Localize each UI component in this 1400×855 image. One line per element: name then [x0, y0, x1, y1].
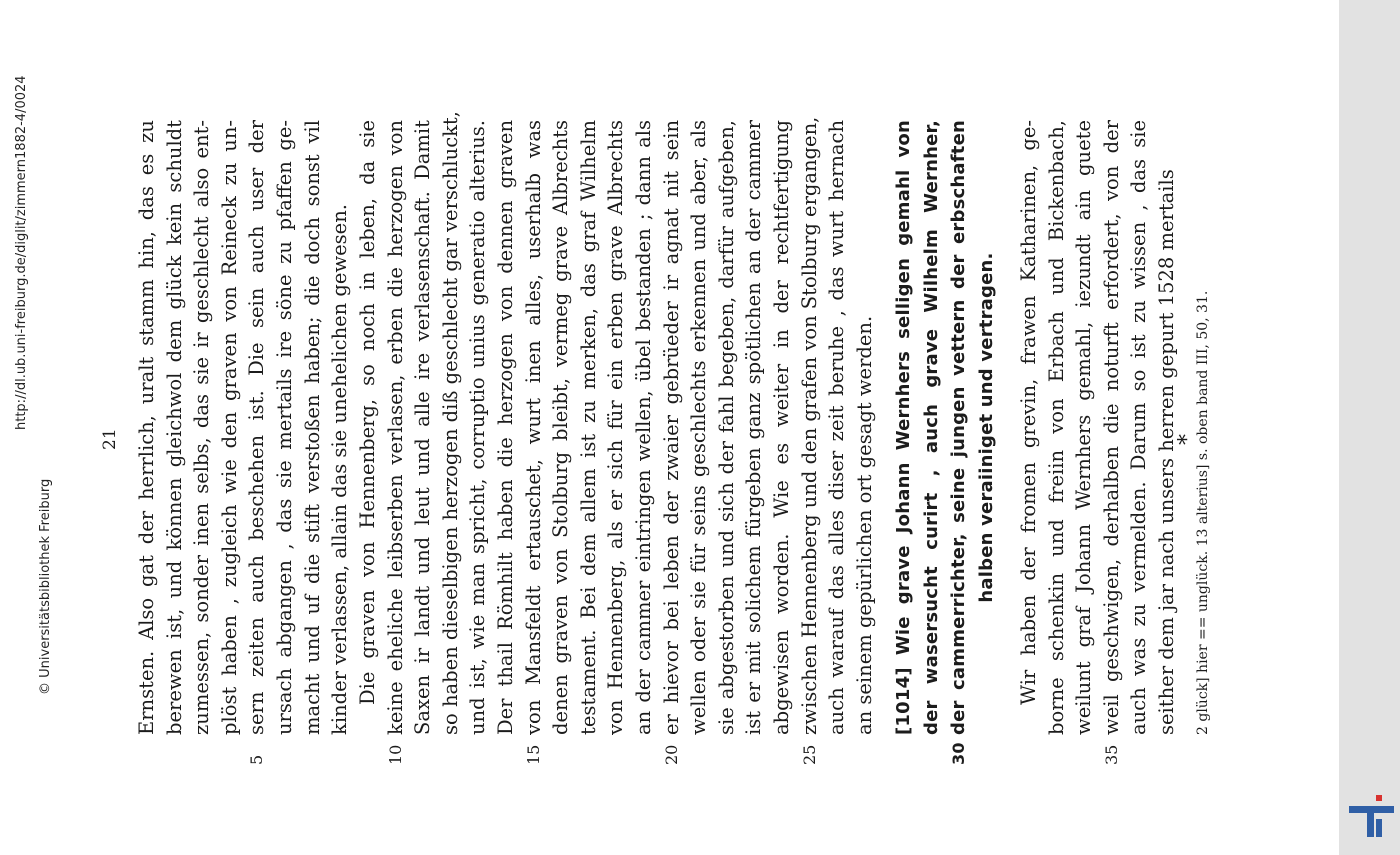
- text-line: [602, 120, 630, 735]
- text-line: [740, 120, 768, 735]
- text-line: [1153, 120, 1181, 735]
- text-line: [464, 120, 492, 735]
- text-line: [354, 120, 382, 735]
- line-text: sern zeiten auch beschehen ist. Die sein auch user der: [245, 120, 269, 735]
- line-text: keine eheliche leibserben verlasen, erben die herzogen von: [383, 120, 407, 735]
- line-text: er hievor bei leben der zwaier gebrüeder ir agnat nit sein: [659, 120, 683, 735]
- line-number: 30: [949, 742, 969, 765]
- text-line: [299, 120, 327, 735]
- paragraph-2: [354, 111, 878, 765]
- copyright-text: © Universitätsbibliothek Freiburg: [38, 478, 53, 695]
- text-line: [1070, 120, 1098, 735]
- line-text: der cammerrichter, seine jungen vettern der erbschaften: [948, 120, 970, 735]
- paragraph-1: [133, 120, 354, 765]
- line-text: von Mansfeldt ertauschet, wurt inen alles, userhalb was: [521, 120, 545, 735]
- text-line: [437, 111, 465, 735]
- text-line: [1125, 120, 1153, 735]
- line-text: berewen ist, und können gleichwol dem glück kein schuldt: [162, 120, 186, 735]
- text-line: [575, 120, 603, 735]
- line-text: plöst haben , zugleich wie den graven von Reineck zu un-: [217, 120, 241, 735]
- line-number: 35: [1101, 744, 1121, 765]
- line-number: 25: [799, 744, 819, 765]
- text-line: [520, 120, 548, 765]
- text-line: [1043, 120, 1071, 735]
- text-line: [326, 120, 354, 735]
- line-number: 5: [247, 754, 267, 765]
- text-line: [685, 120, 713, 735]
- text-line: [547, 120, 575, 735]
- line-text: Ernsten. Also gat der herrlich, uralt stamm hin, das es zu: [135, 120, 158, 735]
- line-text: testament. Bei dem allem ist zu merken, das graf Wilhelm: [576, 120, 600, 735]
- line-number: 20: [661, 744, 681, 765]
- text-line: [243, 120, 271, 765]
- line-text: weil geschwigen, derhalben die noturft erfordert, von der: [1099, 120, 1123, 735]
- line-number: 15: [523, 744, 543, 765]
- text-line: [216, 120, 244, 735]
- text-line: [382, 120, 410, 765]
- line-text: abgewisen worden. Wie es weiter in der rechtfertigung: [769, 120, 793, 735]
- line-text: kinder verlassen, allain das sie unehelichen gewesen.: [328, 204, 352, 735]
- text-line: [851, 120, 879, 735]
- line-text: der wasersucht curirt , auch grave Wilhelm Wernher,: [920, 120, 942, 735]
- line-text: [1014] Wie grave Johann Wernhers selligen gemahl von: [893, 120, 914, 735]
- text-line: [796, 116, 824, 765]
- line-text: auch was zu vermelden. Darum so ist zu wissen , das sie: [1127, 120, 1151, 735]
- footnote: 2 glück] hier == unglück. 13 alterius] s. oben band III, 50, 31.: [1195, 290, 1211, 735]
- line-text: Saxen ir landt und leut und alle ire verlasenschaft. Damit: [411, 120, 435, 735]
- line-text: Wir haben der fromen grevin, frawen Katharinen, ge-: [1017, 120, 1040, 705]
- page-number: 21: [100, 428, 120, 450]
- text-line: [409, 120, 437, 735]
- paragraph-3: [1015, 120, 1181, 765]
- line-text: Die graven von Hennenberg, so noch in leben, da sie: [356, 120, 379, 705]
- text-line: [713, 120, 741, 735]
- line-text: zwischen Hennenberg und den grafen von Stolburg ergangen,: [797, 116, 821, 735]
- line-text: so haben dieselbigen herzogen diß geschlecht gar verschluckt,: [438, 111, 462, 735]
- text-line: [918, 120, 946, 735]
- text-line: [890, 120, 918, 735]
- line-text: seither dem jar nach unsers herren gepurt 1528 mertails: [1154, 169, 1178, 735]
- line-text: an seinem gepürlichen ort gesagt werden.: [852, 315, 876, 735]
- line-text: borne schenkin und freiin von Erbach und Bickenbach,: [1044, 120, 1068, 735]
- line-number: 10: [385, 744, 405, 765]
- text-line: [188, 120, 216, 735]
- library-logo-icon[interactable]: [1349, 795, 1394, 837]
- text-line: [768, 120, 796, 735]
- section-heading: [890, 120, 1000, 765]
- text-line: [1015, 120, 1043, 735]
- permalink-link[interactable]: http://dl.ub.uni-freiburg.de/diglit/zimmern1882-4/0024: [14, 75, 29, 430]
- line-text: von Hennenberg, als er sich für ein erben grave Albrechts: [604, 120, 628, 735]
- line-text: Der thail Römhilt haben die herzogen von dennen graven: [493, 120, 517, 735]
- sidebar: [1339, 0, 1400, 855]
- line-text: ursach abgangen , das sie mertails ire söne zu pfaffen ge-: [272, 120, 296, 735]
- sidebar-text: [0, 0, 61, 855]
- line-text: wellen oder sie für seins geschlechts erkennen und aber, als: [687, 120, 711, 735]
- line-text: zumessen, sonder inen selbs, das sie ir geschlecht also ent-: [190, 120, 214, 735]
- text-line: [658, 120, 686, 765]
- text-line: [823, 120, 851, 735]
- text-line: [492, 120, 520, 735]
- separator-star: *: [1175, 434, 1200, 445]
- text-line: [161, 120, 189, 735]
- line-text: halben veraiiniget und vertragen.: [975, 252, 997, 603]
- line-text: macht und uf die stift verstoßen haben; die doch sonst vil: [300, 120, 324, 735]
- text-line: [973, 120, 1001, 735]
- line-text: denen graven von Stolburg bleibt, vermeg grave Albrechts: [549, 120, 573, 735]
- text-line: [133, 120, 161, 735]
- text-line: [630, 120, 658, 735]
- line-text: auch warauf das alles diser zeit beruhe , das wurt hernach: [825, 120, 849, 735]
- line-text: an der cammer eintringen wellen, übel bestanden ; dann als: [631, 120, 655, 735]
- text-line: [271, 120, 299, 735]
- line-text: und ist, wie man spricht, corruptio unius generatio alterius.: [466, 120, 490, 735]
- text-line: [945, 120, 973, 765]
- line-text: sie abgestorben und sich der fahl begeben, darfür aufgeben,: [714, 120, 738, 735]
- text-line: [1098, 120, 1126, 765]
- line-text: ist er mit solichem fürgeben ganz spötlichen an der cammer: [742, 120, 766, 735]
- line-text: weilunt graf Johann Wernhers gemahl, iezundt ain guete: [1072, 120, 1096, 735]
